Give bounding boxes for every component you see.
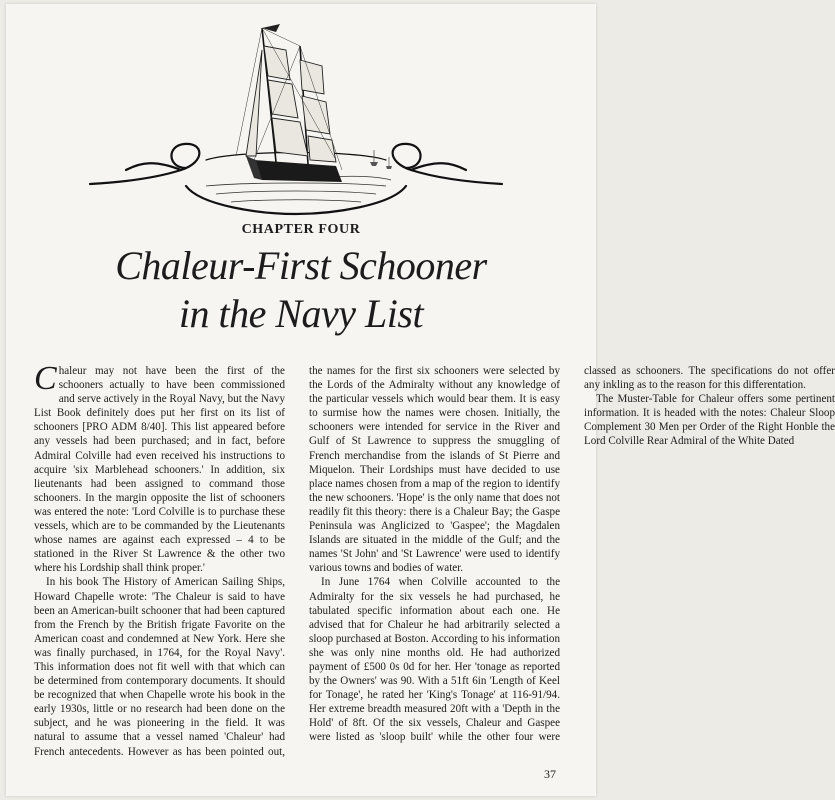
paragraph: The Muster-Table for Chaleur offers some pertinent information. It is headed with the notes: Chaleur Sloop Complement 30 Men per Order of the Right Honble the Lord Colville Rear Admiral of the White Dated bbox=[584, 393, 835, 448]
paragraph-text: haleur may not have been the first of the schooners actually to have been commissioned and serve actively in the Royal Navy, but the Navy List Book definitely does put her first on its list of schooners [PRO ADM 8/40]. This list appeared before any vessels had been purchased; and in fact, before Admiral Colville had even received his instructions to acquire 'six Marblehead schooners.' In addition, six lieutenants had been assigned to command those schooners. In the margin opposite the list of schooners was entered the note: 'Lord Colville is to purchase these vessels, which are to be commanded by the Lieutenants whose names are against each expressed – 4 to be stationed in the River St Lawrence & the other two where his Lordship shall think proper.' bbox=[34, 365, 285, 575]
page-number: 37 bbox=[544, 767, 556, 781]
chapter-label: CHAPTER FOUR bbox=[241, 222, 361, 237]
paragraph: In his book The History of American Sailing Ships, Howard Chapelle wrote: 'The Chaleur is said to have been an American-built schooner that had been captured from the French by the British frigate Favorite on the American coast and condemned at New York. Here she was finally purchased, in 1764, for the Royal Navy'. This information does not fit well with that which can be determined from contemporary documents. It should be recognized that when Chapelle wrote his book in the early 1930s, little or no research had been done on the subject, and he was pioneering in the field. It was natural to assume that a vessel named 'Chaleur' had French antecedents. However as has been pointed out, the names for the first six schooners were selected by the Lords of the Admiralty without any knowledge of the particular vessels which would bear them. It is easy to surmise how the names were chosen. Initially, the schooners were intended for service in the River and Gulf of St Lawrence to suppress the smuggling of French merchandise from the islands of St Pierre and Miquelon. Their Lordships must have decided to use place names chosen from a map of the region to identify the new schooners. 'Hope' is the only name that does not readily fit this theory: there is a Chaleur Bay; the Gaspe Peninsula was Anglicized to 'Gaspee'; the Magdalen Islands are situated in the middle of the Gulf; and the names 'St John' and 'St Lawrence' were used to identify various towns and bodies of water. bbox=[34, 365, 560, 758]
body-text bbox=[34, 360, 835, 766]
chapter-title-line-1: Chaleur-First Schooner bbox=[115, 243, 487, 288]
chapter-title-line-2: in the Navy List bbox=[178, 291, 424, 336]
paragraph: In June 1764 when Colville accounted to the Admiralty for the six vessels he had purchased, he tabulated specific information about each one. He advised that for Chaleur he had arbitrarily selected a sloop purchased at Boston. According to his information she was only nine months old. He had authorized payment of £500 0s 0d for her. Her 'tonage as reported by the Owners' was 90. With a 51ft 6in 'Length of Keel for Tonage', he rated her 'King's Tonage' at 116-91/94. Her extreme breadth measured 20ft with a 'Depth in the Hold' of 8ft. Of the six vessels, Chaleur and Gaspee were listed as 'sloop built' while the other four were classed as schooners. The specifications do not offer any inkling as to the reason for this differentation. bbox=[309, 365, 835, 744]
book-page bbox=[6, 4, 835, 796]
chapter-title bbox=[6, 242, 596, 338]
drop-cap: C bbox=[34, 360, 57, 397]
ship-illustration bbox=[86, 10, 506, 216]
paragraph bbox=[34, 360, 285, 575]
